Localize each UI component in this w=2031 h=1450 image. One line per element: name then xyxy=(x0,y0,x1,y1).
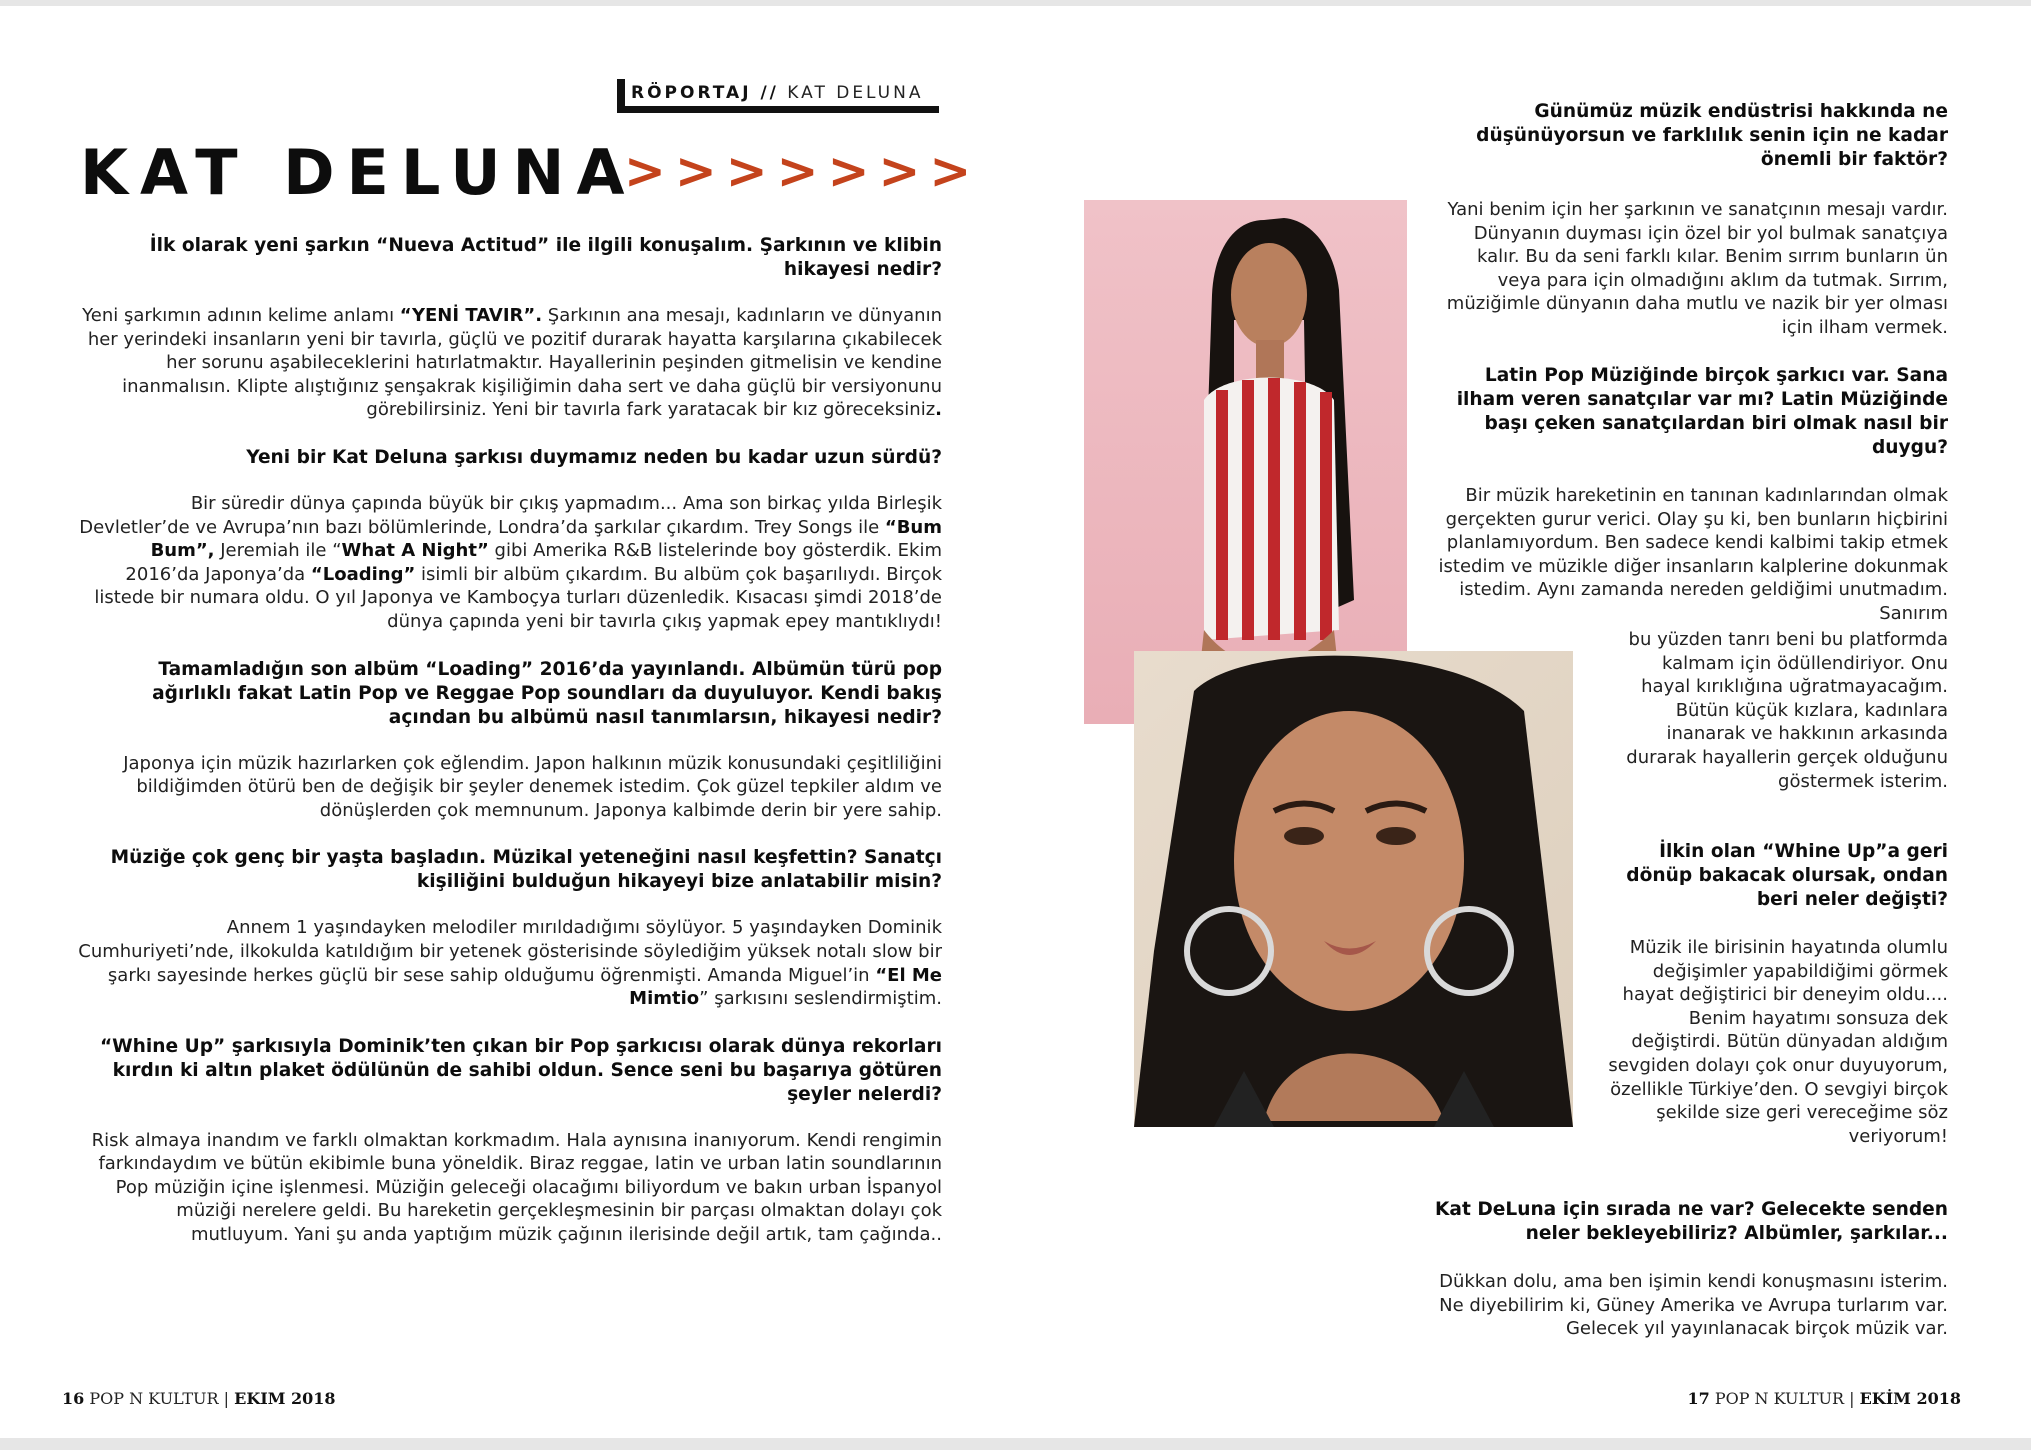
left-magazine-name: POP N KULTUR | xyxy=(89,1389,230,1408)
body-text: Bir süredir dünya çapında büyük bir çıkış yapmadım... Ama son birkaç yılda Birleşik Devletler’de ve Avrupa’nın bazı bölümlerinde, Londra’da şarkılar çıkardım. Trey Songs ile xyxy=(79,492,942,538)
right-answer-2a: Bir müzik hareketinin en tanınan kadınlarından olmak gerçekten gurur verici. Olay şu ki, ben bunların hiçbirini planlamıyordum. Ben sadece kendi kalbimi takip etmek istedim ve müzikle diğer insanların kalplerine dokunmak istedim. Aynı zamanda nereden geldiğimi unutmadım. Sanırım xyxy=(1438,485,1948,624)
body-text: Jeremiah ile “ xyxy=(214,540,342,562)
right-question-1-block xyxy=(1448,100,1948,172)
emphasis-text: “Loading” xyxy=(310,563,416,585)
body-text: Annem 1 yaşındayken melodiler mırıldadığımı söylüyor. 5 yaşındayken Dominik Cumhuriyeti’nde, ilkokulda katıldığım bir yetenek gösterisinde söylediğim yüksek notalı slow bir şarkı sayesinde herkes güçlü bir sese sahip olduğumu öğrenmişti. Amanda Miguel’in xyxy=(78,917,942,986)
left-page xyxy=(0,6,1016,1438)
left-page-footer xyxy=(62,1389,336,1408)
question-1: İlk olarak yeni şarkın “Nueva Actitud” ile ilgili konuşalım. Şarkının ve klibin hikayesi nedir? xyxy=(149,235,942,280)
right-issue-date: EKİM 2018 xyxy=(1859,1389,1961,1408)
body-text: Yeni şarkımın adının kelime anlamı xyxy=(82,305,400,326)
right-question-4-block xyxy=(1428,1198,1948,1246)
emphasis-text: . xyxy=(935,399,942,421)
right-page-footer xyxy=(1687,1389,1961,1408)
right-question-4: Kat DeLuna için sırada ne var? Gelecekte senden neler bekleyebiliriz? Albümler, şarkılar... xyxy=(1435,1199,1948,1244)
left-issue-date: EKIM 2018 xyxy=(234,1389,336,1408)
body-text: Japonya için müzik hazırlarken çok eğlendim. Japon halkının müzik konusundaki çeşitliliğini bildiğimden ötürü ben de değişik bir şeyler denemek istedim. Çok güzel tepkiler aldım ve dönüşlerden çok memnunum. Japonya kalbimde derin bir yere sahip. xyxy=(123,752,942,821)
right-answer-2b-block xyxy=(1608,628,1948,793)
section-tag xyxy=(617,79,939,113)
right-page xyxy=(1016,6,2031,1438)
right-answer-1: Yani benim için her şarkının ve sanatçının mesajı vardır. Dünyanın duyması için özel bir yol bulmak sanatçıya kalır. Bu da seni farklı kılar. Benim sırrım bunların ün veya para için olmadığını aklım da tutmak. Sırrım, müziğimle dünyanın daha mutlu ve nazik bir yer olması için ilham vermek. xyxy=(1446,199,1948,338)
answer-3 xyxy=(78,752,942,823)
right-answer-2a-block xyxy=(1428,484,1948,626)
right-question-3: İlkin olan “Whine Up”a geri dönüp bakacak olursak, ondan beri neler değişti? xyxy=(1626,841,1948,910)
answer-2 xyxy=(78,492,942,634)
section-tag-underline xyxy=(617,106,939,113)
left-column xyxy=(78,234,942,1271)
body-text: isimli bir albüm çıkardım. Bu albüm çok başarılıydı. Birçok listede bir numara oldu. O yıl Japonya ve Kamboçya turları düzenledik. Kısacası şimdi 2018’de dünya çapında yeni bir tavırla çıkış yapmak epey mantıklıydı! xyxy=(94,563,942,632)
right-question-3-block xyxy=(1608,840,1948,912)
answer-5 xyxy=(78,1129,942,1247)
question-2: Yeni bir Kat Deluna şarkısı duymamız neden bu kadar uzun sürdü? xyxy=(246,446,942,468)
chevron-decoration-icon: >>>>>>> xyxy=(624,142,981,200)
emphasis-text: “Bum Bum”, xyxy=(150,516,942,562)
body-text: ” şarkısını seslendirmiştim. xyxy=(699,988,942,1010)
question-4: Müziğe çok genç bir yaşta başladın. Müzikal yeteneğini nasıl keşfettin? Sanatçı kişiliğini bulduğun hikayeyi bize anlatabilir misin? xyxy=(110,847,942,893)
emphasis-text: “YENİ TAVIR”. xyxy=(399,305,543,326)
question-5: “Whine Up” şarkısıyla Dominik’ten çıkan bir Pop şarkıcısı olarak dünya rekorları kırdın ki altın plaket ödülünün de sahibi oldun. Sence seni bu başarıya götüren şeyler nelerdi? xyxy=(99,1035,942,1105)
answer-1 xyxy=(78,304,942,422)
right-answer-1-block xyxy=(1428,198,1948,340)
body-text: Risk almaya inandım ve farklı olmaktan korkmadım. Hala aynısına inanıyorum. Kendi rengimin farkındaydım ve bütün ekibimle buna yöneldik. Biraz reggae, latin ve urban latin soundlarının Pop müziğin içine işlenmesi. Müziğin geleceği olacağımı biliyordum ve bakın urban İspanyol müziği nerelere geldi. Bu hareketin gerçekleşmesinin bir parçası olmaktan dolayı çok mutluyum. Yani şu anda yaptığım müzik çağının ilerisinde değil artık, tam çağında.. xyxy=(91,1129,942,1246)
question-3: Tamamladığın son albüm “Loading” 2016’da yayınlandı. Albümün türü pop ağırlıklı fakat Latin Pop ve Reggae Pop soundları da duyuluyor. Kendi bakış açından bu albümü nasıl tanımlarsın, hikayesi nedir? xyxy=(152,658,942,728)
section-tag-bold: RÖPORTAJ // xyxy=(631,83,779,103)
left-page-number: 16 xyxy=(62,1389,85,1408)
right-answer-2b: bu yüzden tanrı beni bu platformda kalmam için ödüllendiriyor. Onu hayal kırıklığına uğratmayacağım. Bütün küçük kızlara, kadınlara inanarak ve hakkının arkasında durarak hayallerin gerçek olduğunu göstermek isterim. xyxy=(1626,629,1948,792)
right-question-1: Günümüz müzik endüstrisi hakkında ne düşünüyorsun ve farklılık senin için ne kadar önemli bir faktör? xyxy=(1476,101,1948,170)
magazine-spread xyxy=(0,6,2031,1438)
right-magazine-name: POP N KULTUR | xyxy=(1714,1389,1855,1408)
emphasis-text: What A Night” xyxy=(341,540,489,562)
section-tag-name: KAT DELUNA xyxy=(787,83,924,103)
right-answer-3: Müzik ile birisinin hayatında olumlu değişimler yapabildiğimi görmek hayat değiştirici bir deneyim oldu.... Benim hayatımı sonsuza dek değiştirdi. Bütün dünyadan aldığım sevgiden dolayı çok onur duyuyorum, özellikle Türkiye’den. O sevgiyi birçok şekilde size geri vereceğime söz veriyorum! xyxy=(1608,937,1948,1147)
right-answer-4: Dükkan dolu, ama ben işimin kendi konuşmasını isterim. Ne diyebilirim ki, Güney Amerika ve Avrupa turlarım var. Gelecek yıl yayınlanacak birçok müzik var. xyxy=(1439,1271,1948,1340)
right-page-number: 17 xyxy=(1687,1389,1710,1408)
right-question-2-block xyxy=(1438,364,1948,460)
body-text: Şarkının ana mesajı, kadınların ve dünyanın her yerindeki insanların yeni bir tavırla, güçlü ve pozitif durarak hayatta karşılarına çıkabilecek her sorunu aşabileceklerini hatırlatmaktır. Hayallerinin peşinden gitmelisin ve kendine inanmalısın. Klipte alıştığınız şenşakrak kişiliğimin daha sert ve daha güçlü bir versiyonunu görebilirsiniz. Yeni bir tavırla fark yaratacak bir kız göreceksiniz xyxy=(87,305,942,421)
emphasis-text: “El Me Mimtio xyxy=(629,964,942,1010)
body-text: gibi Amerika R&B listelerinde boy gösterdik. Ekim 2016’da Japonya’da xyxy=(125,540,942,585)
right-question-2: Latin Pop Müziğinde birçok şarkıcı var. Sana ilham veren sanatçılar var mı? Latin Müziğinde başı çeken sanatçılardan biri olmak nasıl bir duygu? xyxy=(1456,365,1948,458)
article-title: KAT DELUNA xyxy=(80,136,637,209)
right-answer-4-block xyxy=(1428,1270,1948,1341)
right-answer-3-block xyxy=(1608,936,1948,1148)
answer-4 xyxy=(78,916,942,1010)
